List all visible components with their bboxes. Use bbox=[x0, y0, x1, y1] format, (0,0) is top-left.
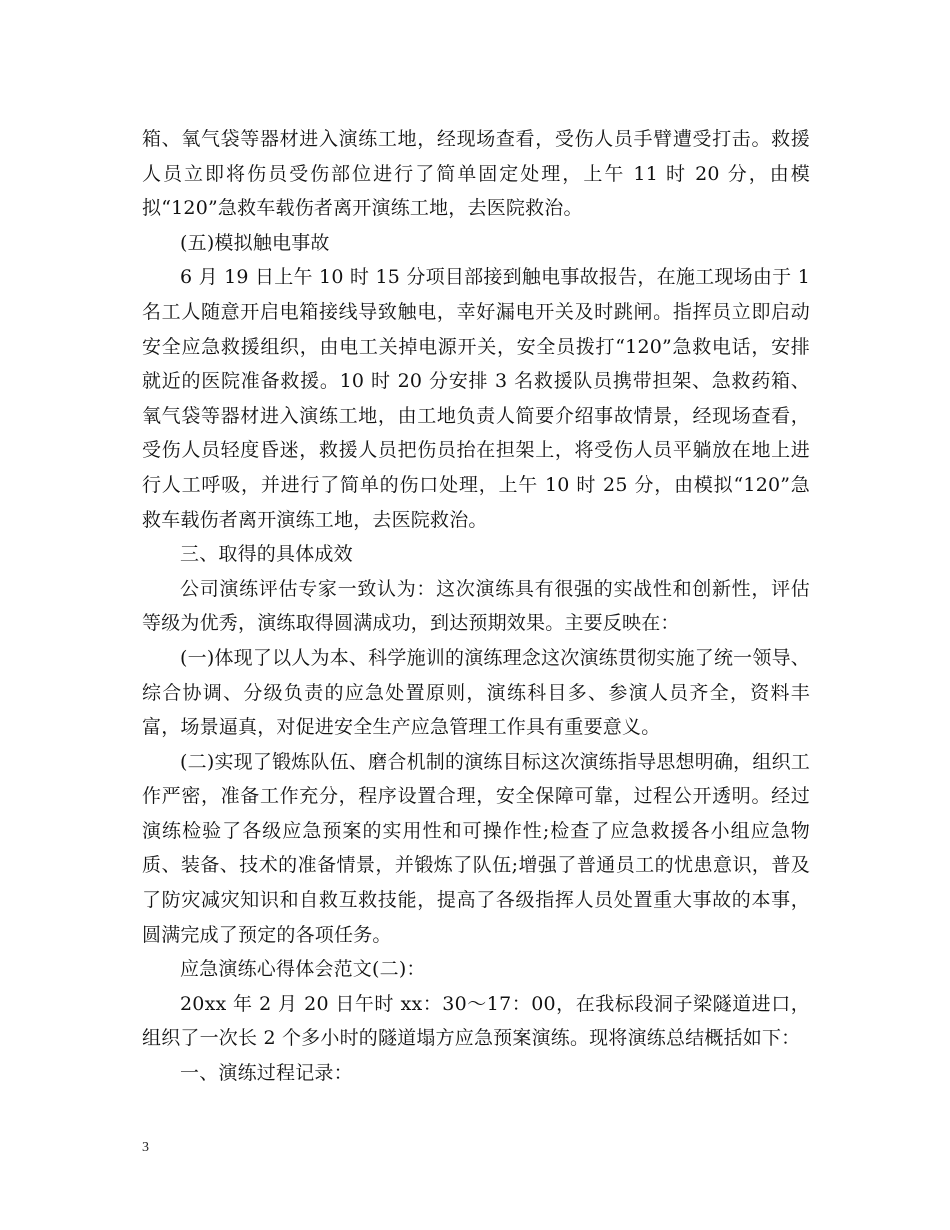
paragraph-evaluation: 公司演练评估专家一致认为：这次演练具有很强的实战性和创新性，评估等级为优秀，演练取得圆满成功，到达预期效果。主要反映在： bbox=[142, 577, 810, 635]
section-heading-process-record: 一、演练过程记录： bbox=[180, 1062, 353, 1085]
paragraph-result-one: (一)体现了以人为本、科学施训的演练理念这次演练贯彻实施了统一领导、综合协调、分级负责的应急处置原则，演练科目多、参演人员齐全，资料丰富，场景逼真，对促进安全生产应急管理工作具有重要意义。 bbox=[142, 646, 810, 739]
section-heading-sample-two: 应急演练心得体会范文(二)： bbox=[180, 958, 426, 981]
paragraph-continuation: 箱、氧气袋等器材进入演练工地，经现场查看，受伤人员手臂遭受打击。救援人员立即将伤员受伤部位进行了简单固定处理，上午 11 时 20 分，由模拟“120”急救车载伤者离开演练工地，去医院救治。 bbox=[142, 128, 810, 220]
page-number: 3 bbox=[142, 1140, 149, 1155]
document-body bbox=[142, 122, 810, 1091]
paragraph-electric-shock-drill: 6 月 19 日上午 10 时 15 分项目部接到触电事故报告，在施工现场由于 1 名工人随意开启电箱接线导致触电，幸好漏电开关及时跳闸。指挥员立即启动安全应急救援组织，由电工关掉电源开关，安全员拨打“120”急救电话，安排就近的医院准备救援。10 时 20 分安排 3 名救援队员携带担架、急救药箱、氧气袋等器材进入演练工地，由工地负责人简要介绍事故情景，经现场查看，受伤人员轻度昏迷，救援人员把伤员抬在担架上，将受伤人员平躺放在地上进行人工呼吸，并进行了简单的伤口处理，上午 10 时 25 分，由模拟“120”急救车载伤者离开演练工地，去医院救治。 bbox=[142, 266, 810, 531]
paragraph-result-two: (二)实现了锻炼队伍、磨合机制的演练目标这次演练指导思想明确，组织工作严密，准备工作充分，程序设置合理，安全保障可靠，过程公开透明。经过演练检验了各级应急预案的实用性和可操作性;检查了应急救援各小组应急物质、装备、技术的准备情景，并锻炼了队伍;增强了普通员工的忧患意识，普及了防灾减灾知识和自救互救技能，提高了各级指挥人员处置重大事故的本事，圆满完成了预定的各项任务。 bbox=[142, 750, 810, 946]
section-heading-electric-shock: (五)模拟触电事故 bbox=[180, 231, 330, 254]
section-heading-results: 三、取得的具体成效 bbox=[180, 543, 353, 566]
paragraph-tunnel-drill: 20xx 年 2 月 20 日午时 xx：30～17：00，在我标段洞子梁隧道进口，组织了一次长 2 个多小时的隧道塌方应急预案演练。现将演练总结概括如下： bbox=[142, 992, 810, 1050]
